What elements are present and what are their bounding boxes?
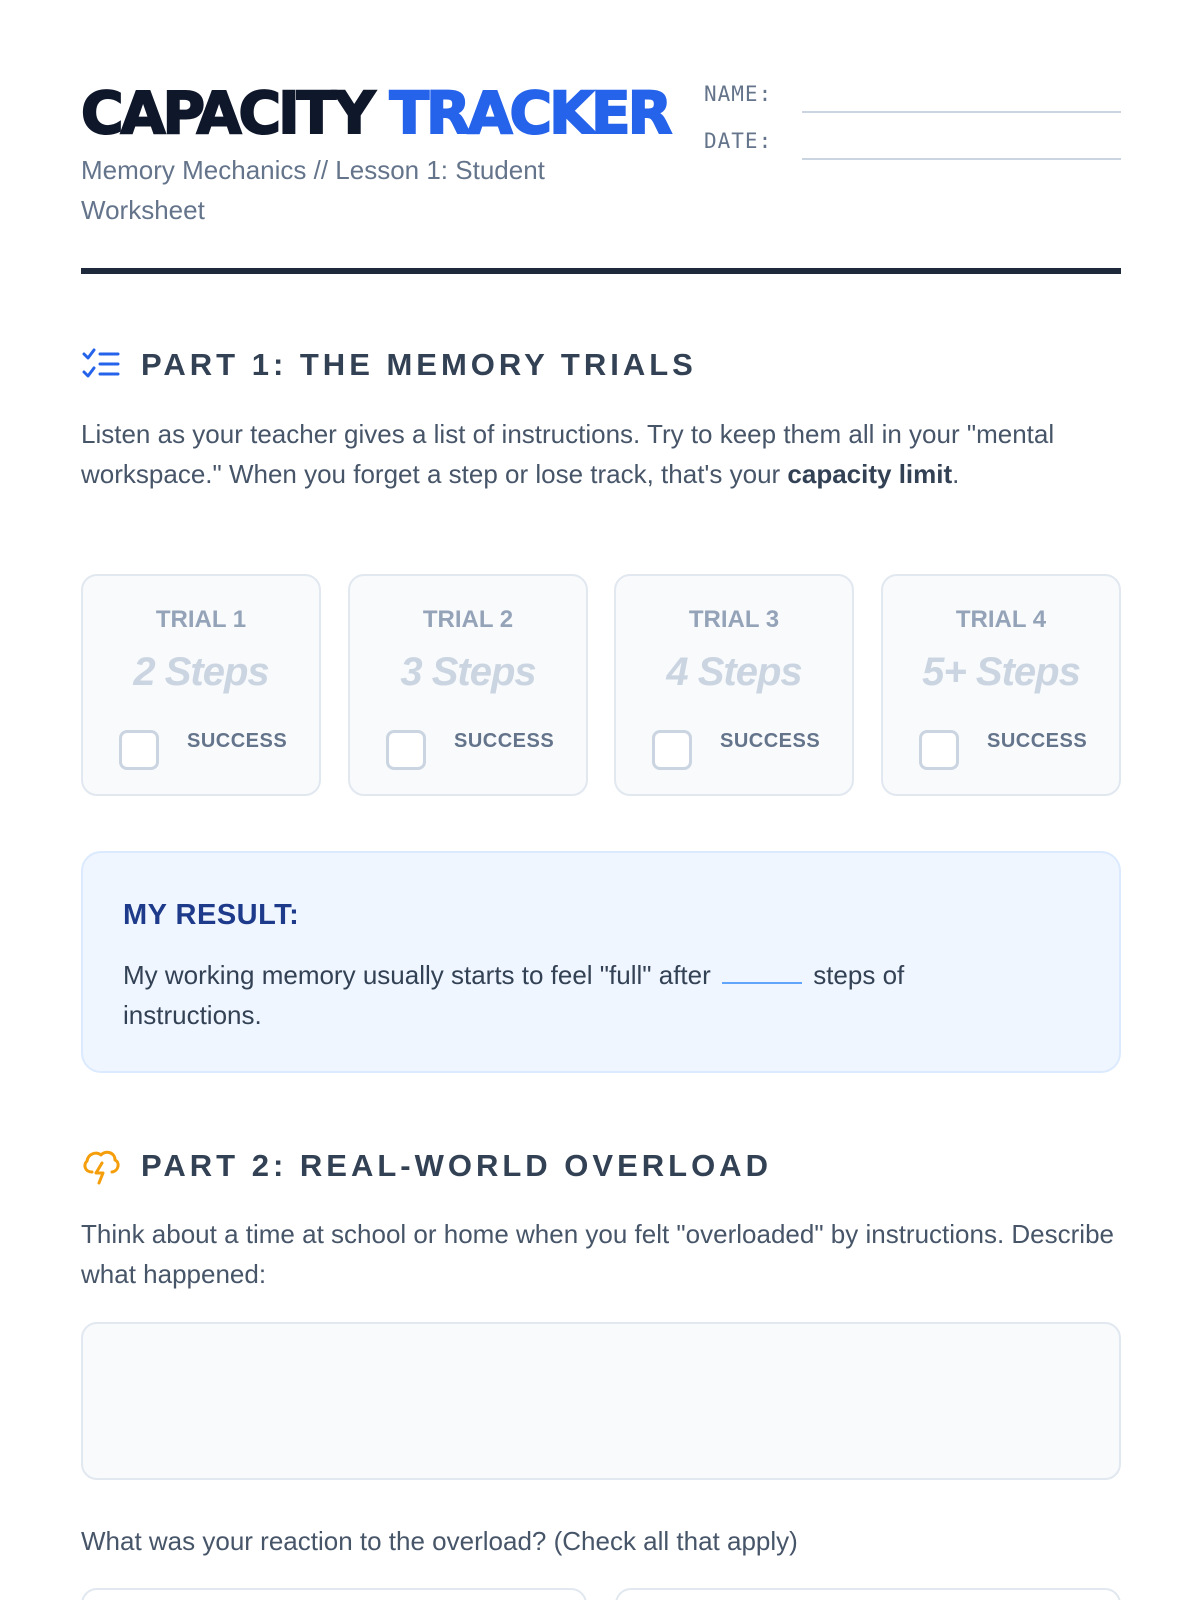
part2-prompt: Think about a time at school or home when you felt "overloaded" by instructions. Describe what happened: (81, 1219, 1114, 1289)
reaction-question: What was your reaction to the overload? (Check all that apply) (81, 1526, 798, 1556)
success-label: SUCCESS (187, 730, 288, 752)
date-label: DATE: (704, 129, 773, 153)
trial-name: TRIAL 1 (155, 606, 247, 633)
part1-intro-end: . (952, 459, 960, 489)
success-checkbox[interactable] (652, 730, 692, 770)
part1-intro (81, 414, 1121, 494)
result-text-end: steps of instructions. (123, 960, 905, 1030)
page-title (81, 79, 670, 147)
trial-steps: 4 Steps (666, 650, 802, 694)
title-main: CAPACITY (81, 79, 373, 147)
date-field[interactable] (704, 125, 1121, 165)
trial-name: TRIAL 3 (688, 606, 780, 633)
trial-name: TRIAL 2 (422, 606, 514, 633)
trial-card (81, 574, 321, 796)
success-checkbox[interactable] (119, 730, 159, 770)
part2-heading (81, 1146, 1121, 1186)
part2-title: PART 2: REAL-WORLD OVERLOAD (141, 1148, 772, 1183)
result-box (81, 851, 1121, 1073)
trial-name: TRIAL 4 (955, 606, 1047, 633)
result-text-start: My working memory usually starts to feel "full" after (123, 960, 718, 990)
result-title: MY RESULT: (123, 899, 300, 931)
trial-steps: 2 Steps (133, 650, 269, 694)
trial-card (614, 574, 854, 796)
result-sentence (123, 955, 1023, 1035)
page-subtitle: Memory Mechanics // Lesson 1: Student Worksheet (81, 155, 545, 225)
part1-intro-text: Listen as your teacher gives a list of instructions. Try to keep them all in your "mental workspace." When you forget a step or lose track, that's your (81, 419, 1055, 489)
title-accent: TRACKER (389, 79, 670, 147)
success-label: SUCCESS (987, 730, 1088, 752)
name-field[interactable] (704, 78, 1121, 118)
success-checkbox[interactable] (919, 730, 959, 770)
name-label: NAME: (704, 82, 773, 106)
reaction-option[interactable] (615, 1588, 1121, 1600)
trial-steps: 3 Steps (400, 650, 536, 694)
name-line[interactable] (802, 111, 1121, 113)
trial-steps: 5+ Steps (922, 650, 1080, 694)
part1-title: PART 1: THE MEMORY TRIALS (141, 347, 697, 382)
trial-card (348, 574, 588, 796)
capacity-blank[interactable] (722, 960, 802, 984)
overload-description-field[interactable] (81, 1322, 1121, 1480)
worksheet-header (81, 78, 1121, 278)
success-label: SUCCESS (454, 730, 555, 752)
reaction-option[interactable] (81, 1588, 587, 1600)
lightning-cloud-icon (81, 1146, 121, 1186)
checklist-icon (81, 345, 121, 385)
trials-grid (81, 574, 1121, 796)
success-checkbox[interactable] (386, 730, 426, 770)
date-line[interactable] (802, 158, 1121, 160)
trial-card (881, 574, 1121, 796)
part1-heading (81, 345, 1121, 385)
success-label: SUCCESS (720, 730, 821, 752)
header-divider (81, 268, 1121, 274)
capacity-limit-term: capacity limit (787, 459, 953, 489)
